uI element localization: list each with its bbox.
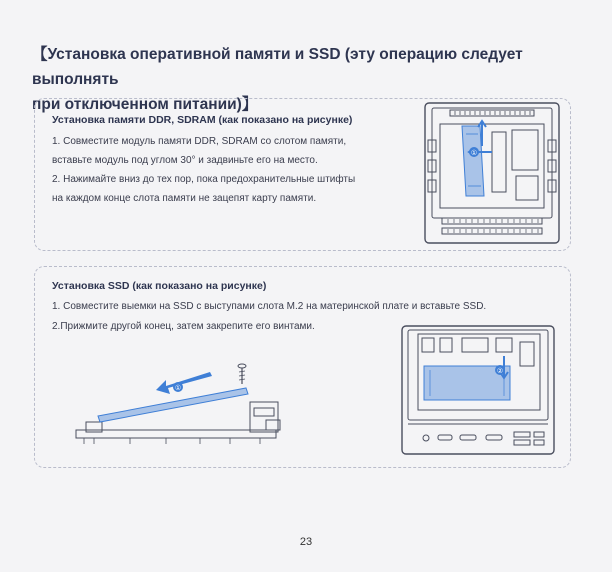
ssd-module-side — [98, 388, 248, 422]
ssd-callout-1: ① — [174, 384, 182, 392]
front-ports — [423, 432, 544, 445]
ssd-secure-illustration — [396, 320, 562, 460]
ram-step-2-line-2: на каждом конце слота памяти не зацепят карту памяти. — [52, 193, 317, 204]
title-line-1: 【Установка оперативной памяти и SSD (эту операцию следует выполнять — [32, 46, 523, 88]
ram-install-illustration — [422, 100, 564, 246]
ssd-section-heading: Установка SSD (как показано на рисунке) — [52, 280, 267, 292]
ram-step-1-line-1: 1. Совместите модуль памяти DDR, SDRAM со слотом памяти, — [52, 136, 347, 147]
title-line-2: при отключенном питании)】 — [32, 96, 258, 113]
side-vent-holes — [442, 218, 542, 234]
ssd-callout-2: ② — [496, 367, 504, 375]
ssd-insert-illustration — [70, 358, 290, 454]
page-number: 23 — [299, 536, 313, 548]
top-vent-holes — [450, 110, 534, 116]
ram-callout-1: ① — [470, 149, 478, 157]
screw — [238, 364, 246, 384]
ram-step-1-line-2: вставьте модуль под углом 30° и задвиньте его на место. — [52, 155, 318, 166]
ssd-step-2: 2.Прижмите другой конец, затем закрепите его винтами. — [52, 321, 315, 332]
ssd-step-1: 1. Совместите выемки на SSD с выступами слота M.2 на материнской плате и вставьте SSD. — [52, 301, 487, 312]
ram-module — [462, 126, 484, 196]
ram-section-heading: Установка памяти DDR, SDRAM (как показано на рисунке) — [52, 114, 353, 126]
ram-step-2-line-1: 2. Нажимайте вниз до тех пор, пока предохранительные штифты — [52, 174, 356, 185]
